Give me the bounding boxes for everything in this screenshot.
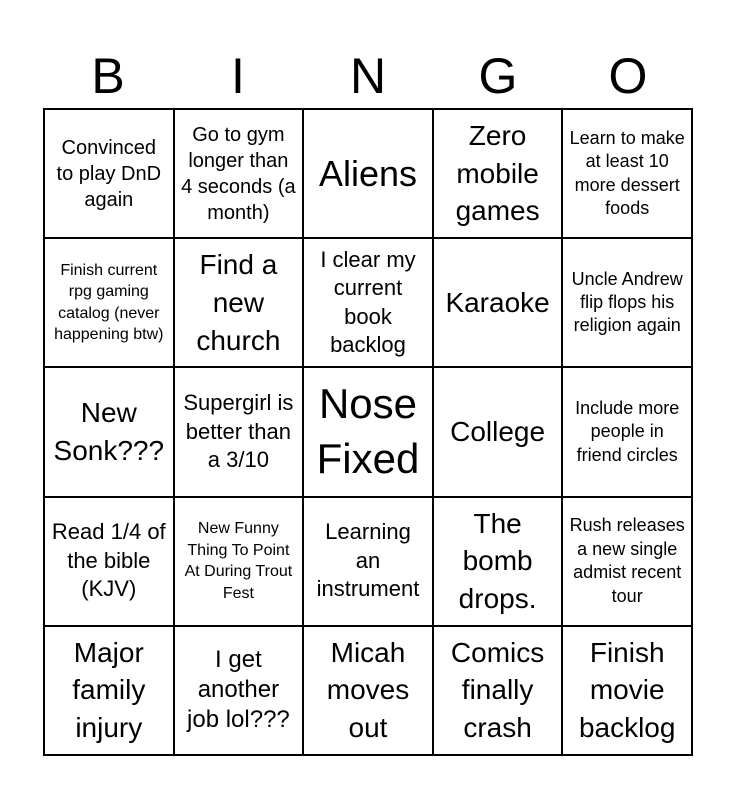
bingo-card: [43, 108, 693, 756]
bingo-cell[interactable]: Learn to make at least 10 more dessert foods: [563, 110, 693, 239]
header-letter-o: O: [608, 48, 648, 104]
bingo-cell[interactable]: Finish current rpg gaming catalog (never happening btw): [45, 239, 175, 368]
bingo-cell[interactable]: I clear my current book backlog: [304, 239, 434, 368]
header-letter-n: N: [349, 48, 387, 104]
bingo-cell[interactable]: Go to gym longer than 4 seconds (a month): [175, 110, 305, 239]
header-letter-b: B: [91, 48, 125, 104]
bingo-cell[interactable]: Supergirl is better than a 3/10: [175, 368, 305, 497]
bingo-cell[interactable]: Aliens: [304, 110, 434, 239]
bingo-cell[interactable]: Zero mobile games: [434, 110, 564, 239]
bingo-cell[interactable]: The bomb drops.: [434, 498, 564, 627]
bingo-cell[interactable]: Rush releases a new single admist recent tour: [563, 498, 693, 627]
bingo-header: [43, 44, 693, 108]
header-letter-i: I: [231, 48, 245, 104]
bingo-cell[interactable]: College: [434, 368, 564, 497]
bingo-cell[interactable]: Learning an instrument: [304, 498, 434, 627]
bingo-cell[interactable]: I get another job lol???: [175, 627, 305, 756]
bingo-cell[interactable]: Include more people in friend circles: [563, 368, 693, 497]
bingo-cell[interactable]: Major family injury: [45, 627, 175, 756]
bingo-cell[interactable]: Convinced to play DnD again: [45, 110, 175, 239]
bingo-cell[interactable]: Nose Fixed: [304, 368, 434, 497]
bingo-cell[interactable]: Finish movie backlog: [563, 627, 693, 756]
header-letter-g: G: [478, 48, 518, 104]
bingo-cell[interactable]: Micah moves out: [304, 627, 434, 756]
bingo-cell[interactable]: Karaoke: [434, 239, 564, 368]
bingo-cell[interactable]: Comics finally crash: [434, 627, 564, 756]
bingo-cell[interactable]: Read 1/4 of the bible (KJV): [45, 498, 175, 627]
bingo-cell[interactable]: Find a new church: [175, 239, 305, 368]
bingo-cell[interactable]: Uncle Andrew flip flops his religion again: [563, 239, 693, 368]
bingo-cell[interactable]: New Sonk???: [45, 368, 175, 497]
bingo-cell[interactable]: New Funny Thing To Point At During Trout Fest: [175, 498, 305, 627]
